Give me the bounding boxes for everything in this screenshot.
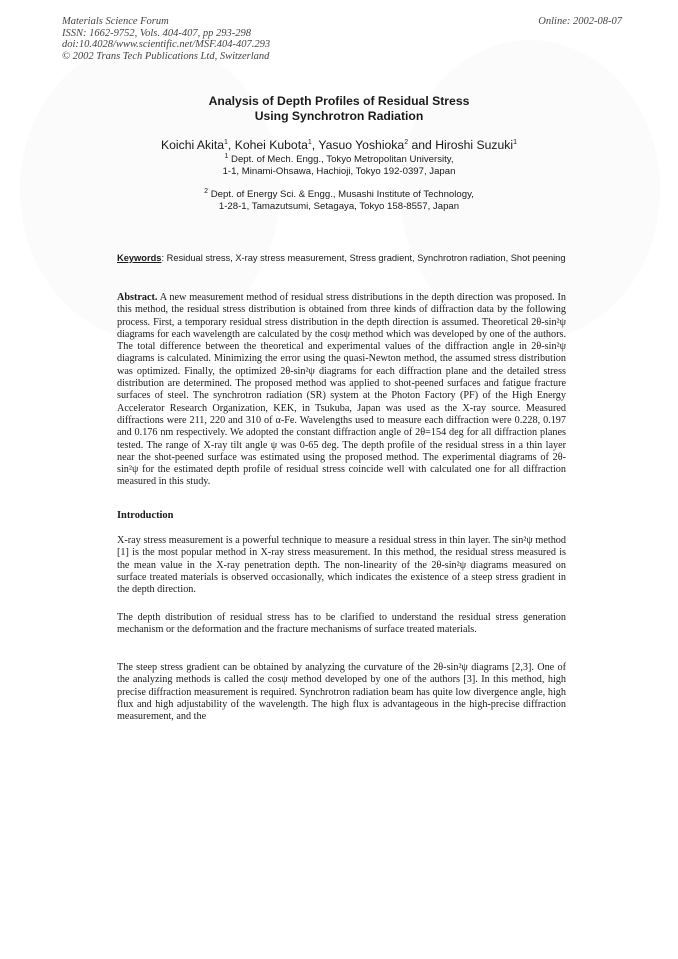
- keywords: [117, 252, 567, 264]
- author-name: Koichi Akita: [160, 138, 224, 152]
- intro-paragraph-1: X-ray stress measurement is a powerful technique to measure a residual stress in thin layer. The sin²ψ method [1] is the most popular method in X-ray stress measurement. In this method, the residual stress measured is the mean value in the X-ray penetration depth. The non-linearity of the 2θ-sin²ψ diagrams measured on surface treated materials is observed occasionally, which indicates the existence of a steep stress gradient in the depth direction.: [117, 535, 566, 596]
- author-separator: and: [408, 138, 436, 152]
- author-separator: ,: [311, 138, 319, 152]
- copyright-line: © 2002 Trans Tech Publications Ltd, Switzerland: [62, 50, 270, 62]
- author-affiliation-mark: 1: [307, 138, 312, 146]
- issn-line: ISSN: 1662-9752, Vols. 404-407, pp 293-298: [62, 27, 251, 39]
- affiliation-address: 1-28-1, Tamazutsumi, Setagaya, Tokyo 158-8557, Japan: [218, 201, 460, 212]
- abstract-label: Abstract.: [117, 292, 158, 303]
- affiliation-address: 1-1, Minami-Ohsawa, Hachioji, Tokyo 192-0397, Japan: [222, 166, 456, 177]
- author-name: Yasuo Yoshioka: [318, 138, 405, 152]
- journal-name: Materials Science Forum: [62, 16, 169, 27]
- affiliation-number: 2: [204, 187, 209, 195]
- title-line-2: Using Synchrotron Radiation: [254, 109, 424, 123]
- author-name: Kohei Kubota: [234, 138, 308, 152]
- paper-title: [0, 94, 678, 124]
- abstract: [117, 292, 566, 489]
- introduction-heading: Introduction: [117, 510, 174, 521]
- affiliation-dept: Dept. of Mech. Engg., Tokyo Metropolitan University,: [231, 154, 454, 165]
- author-affiliation-mark: 1: [224, 138, 228, 146]
- author-name: Hiroshi Suzuki: [435, 138, 514, 152]
- affiliation-1: [0, 154, 678, 178]
- keywords-label: Keywords: [117, 253, 162, 263]
- intro-paragraph-3: The steep stress gradient can be obtained by analyzing the curvature of the 2θ-sin²ψ diagrams [2,3]. One of the analyzing methods is called the cosψ method developed by one of the authors [3]. In this method, high precise diffraction measurement is required. Synchrotron radiation beam has quite low divergence angle, high flux and high adjustability of the wavelength. The high flux is advantageous in the high-precise diffraction measurement, and the: [117, 662, 566, 723]
- keywords-text: : Residual stress, X-ray stress measurement, Stress gradient, Synchrotron radiation, Shot peening: [161, 253, 566, 263]
- author-separator: ,: [227, 138, 235, 152]
- author-list: [0, 138, 678, 152]
- affiliation-2: [0, 189, 678, 213]
- affiliation-number: 1: [224, 152, 229, 160]
- intro-paragraph-2: The depth distribution of residual stress has to be clarified to understand the residual stress generation mechanism or the deformation and the fracture mechanisms of surface treated materials.: [117, 612, 566, 636]
- title-line-1: Analysis of Depth Profiles of Residual Stress: [208, 94, 470, 108]
- author-affiliation-mark: 2: [404, 138, 409, 146]
- abstract-text: A new measurement method of residual stress distributions in the depth direction was proposed. In this method, the residual stress distribution is obtained from three kinds of diffraction data by the following process. First, a temporary residual stress distribution in the depth direction is assumed. Theoretical 2θ-sin²ψ diagrams for each wavelength are calculated by the cosψ method which was developed by one of the authors. The total difference between the theoretical and experimental values of the diffraction angle in 2θ-sin²ψ diagrams is calculated. Minimizing the error using the quasi-Newton method, the assumed stress distribution was optimized. Finally, the optimized 2θ-sin²ψ diagrams for each diffraction plane and the detailed stress distribution are determined. The proposed method was applied to shot-peened surfaces and fatigue fracture surfaces of steel. The synchrotron radiation (SR) system at the Photon Factory (PF) of the High Energy Accelerator Research Organization, KEK, in Tsukuba, Japan was used as the X-ray source. Measured diffractions were 211, 220 and 310 of α-Fe. Wavelengths used to measure each diffraction were 0.228, 0.197 and 0.176 nm respectively. We adopted the constant diffraction angle of 2θ=154 deg for all diffraction planes tested. The range of X-ray tilt angle ψ was 0-65 deg. The depth profile of the residual stress in a thin layer near the shot-peened surface was estimated using the proposed method. The experimental diagrams of 2θ-sin²ψ for the estimated depth profile of residual stress coincide well with calculated one for all diffraction measured in this study.: [117, 292, 567, 488]
- author-affiliation-mark: 1: [513, 138, 518, 146]
- online-date: Online: 2002-08-07: [538, 16, 622, 27]
- affiliation-dept: Dept. of Energy Sci. & Engg., Musashi Institute of Technology,: [210, 189, 474, 200]
- doi-line: doi:10.4028/www.scientific.net/MSF.404-407.293: [62, 39, 271, 50]
- journal-header: [62, 16, 270, 62]
